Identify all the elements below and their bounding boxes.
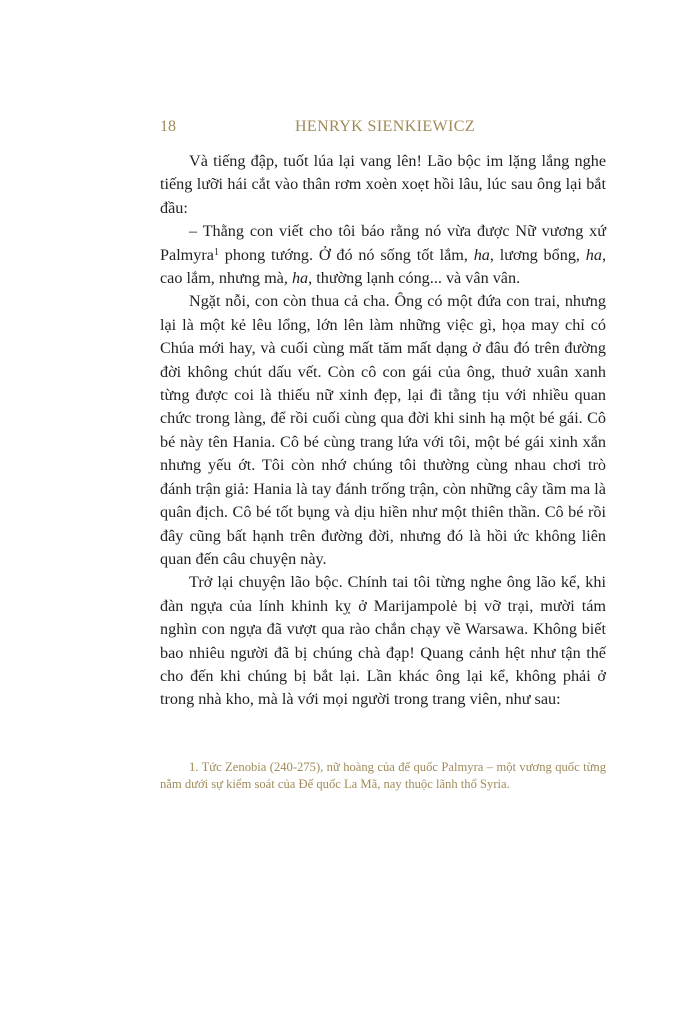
italic-ha: ha <box>585 245 602 264</box>
paragraph-2-part-a: – Thằng con viết cho tôi báo rằng nó vừa được Nữ vương xứ Palmyra <box>160 222 606 264</box>
page-header <box>160 118 610 142</box>
paragraph-4: Trở lại chuyện lão bộc. Chính tai tôi từng nghe ông lão kể, khi đàn ngựa của lính khinh kỵ ở Marijampolė bị vỡ trại, mười tám nghìn con ngựa đã vượt qua rào chắn chạy về Warsawa. Không biết bao nhiêu người đã bị chúng chà đạp! Quang cảnh hệt như tận thế cho đến khi chúng bị bắt lại. Lần khác ông lại kể, không phải ở trong nhà kho, mà là với mọi người trong trang viên, như sau: <box>160 573 606 709</box>
paragraph-2-part-d: , cao lắm, nhưng mà, <box>160 245 606 288</box>
footnote-text: 1. Tức Zenobia (240-275), nữ hoàng của đế quốc Palmyra – một vương quốc từng nằm dưới sự kiểm soát của Đế quốc La Mã, nay thuộc lãnh thổ Syria. <box>160 760 606 791</box>
main-text <box>160 150 606 712</box>
italic-ha: ha <box>291 269 309 288</box>
paragraph-2-part-e: , thường lạnh cóng... và vân vân. <box>308 269 521 288</box>
paragraph-2-part-b: phong tướng. Ở đó nó sống tốt lắm, <box>218 245 474 264</box>
paragraph-3: Ngặt nỗi, con còn thua cả cha. Ông có một đứa con trai, nhưng lại là một kẻ lêu lổng, lớn lên làm những việc gì, họa may chỉ có Chúa mới hay, và cuối cùng mất tăm mất dạng ở đâu đó trên đường đời không chút dấu vết. Còn cô con gái của ông, thuở xuân xanh từng được coi là thiếu nữ xinh đẹp, lại đi tằng tịu với nhiều quan chức trong làng, để rồi cuối cùng qua đời khi sinh hạ một bé gái. Cô bé này tên Hania. Cô bé cùng trang lứa với tôi, một bé gái xinh xắn nhưng yếu ớt. Tôi còn nhớ chúng tôi thường cùng nhau chơi trò đánh trận giả: Hania là tay đánh trống trận, còn những cây tầm ma là quân địch. Cô bé tốt bụng và dịu hiền như một thiên thần. Cô bé rồi đây cũng bất hạnh trên đường đời, nhưng đó là hồi ức không liên quan đến câu chuyện này. <box>160 292 606 568</box>
paragraph-1: Và tiếng đập, tuốt lúa lại vang lên! Lão bộc im lặng lắng nghe tiếng lưỡi hái cắt vào thân rơm xoèn xoẹt hồi lâu, lúc sau ông lại bắt đầu: <box>160 152 606 217</box>
paragraph-2-part-c: , lương bổng, <box>489 245 586 264</box>
footnote-reference: 1 <box>213 246 219 258</box>
paragraph-2 <box>160 220 606 290</box>
page-number: 18 <box>160 118 176 135</box>
italic-ha: ha <box>473 245 490 264</box>
footnote <box>160 759 606 793</box>
running-head-author: HENRYK SIENKIEWICZ <box>294 118 476 135</box>
